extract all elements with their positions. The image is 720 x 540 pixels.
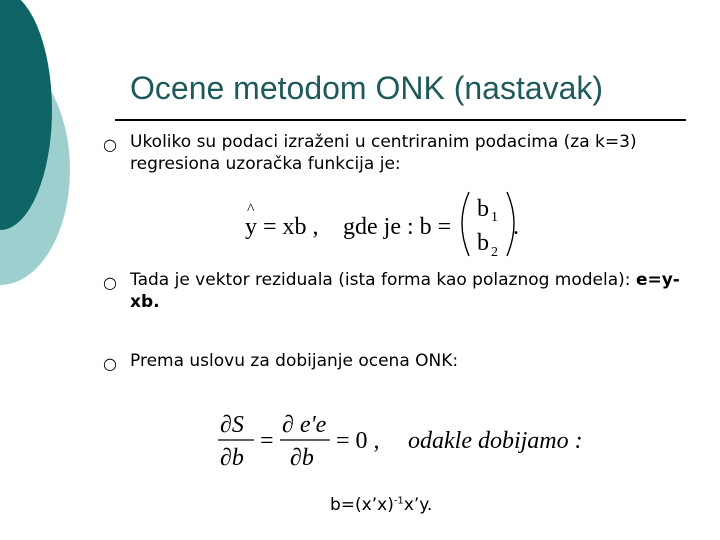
formula1-end: . (513, 214, 519, 240)
decorative-shapes (0, 0, 120, 300)
final-pre: b=(x’x) (330, 495, 394, 515)
b2-subscript: 2 (491, 245, 498, 258)
frac1-denominator: ∂b (220, 445, 244, 471)
formula2-words: odakle dobijamo : (408, 428, 583, 454)
b2-symbol: b (477, 230, 489, 256)
final-formula (330, 495, 432, 515)
bullet-marker-1: ○ (103, 135, 117, 154)
bullet-text-3: Prema uslovu za dobijanje ocena ONK: (130, 351, 459, 371)
left-paren (462, 192, 469, 256)
frac2-numerator: ∂ e'e (282, 412, 327, 438)
frac2-denominator: ∂b (290, 445, 314, 471)
final-sup: -1 (393, 495, 404, 507)
bullet-text-1: Ukoliko su podaci izraženi u centriranim podacima (za k=3) regresiona uzoračka funkcija je: (130, 132, 637, 174)
formula1-lhs: y = xb , (245, 214, 319, 240)
bullet-text-2 (130, 269, 690, 313)
title-rule (115, 119, 686, 121)
final-post: x’y. (403, 495, 433, 515)
b1-symbol: b (477, 196, 489, 222)
bullet-marker-2: ○ (103, 273, 117, 292)
formula2-rest: = 0 , (336, 428, 380, 454)
bullet-text-2-plain: Tada je vektor reziduala (ista forma kao polaznog modela): (130, 270, 636, 290)
equals-sign: = (260, 428, 274, 454)
bullet-text-2-bold: e=y-xb. (130, 270, 680, 312)
formula-derivative (218, 402, 598, 472)
bullet-marker-3: ○ (103, 354, 117, 373)
frac1-numerator: ∂S (220, 412, 244, 438)
b1-subscript: 1 (491, 210, 498, 225)
hat-symbol: ^ (247, 201, 255, 218)
formula-regression (235, 188, 535, 258)
slide-title: Ocene metodom ONK (nastavak) (130, 70, 604, 106)
formula1-mid: gde je : b = (343, 214, 452, 240)
